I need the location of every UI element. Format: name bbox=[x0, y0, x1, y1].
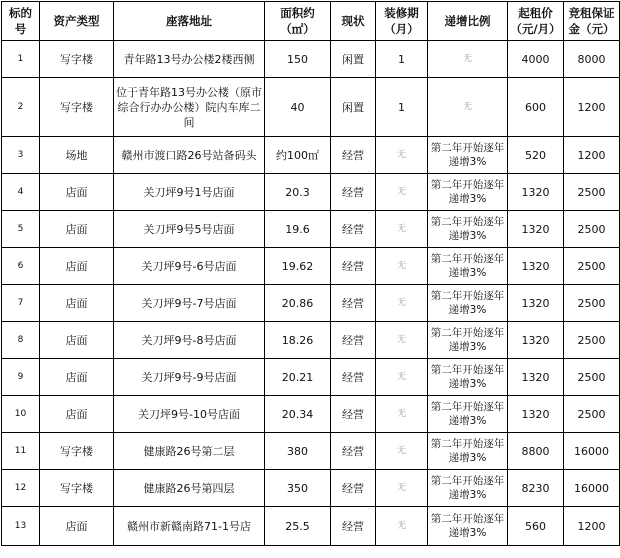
cell-area: 20.34 bbox=[265, 396, 331, 433]
table-row bbox=[2, 285, 620, 322]
cell-address: 位于青年路13号办公楼（原市综合行办办公楼）院内车库二间 bbox=[114, 78, 265, 137]
cell-no: 2 bbox=[2, 78, 40, 137]
table-row bbox=[2, 396, 620, 433]
cell-rent: 8230 bbox=[508, 470, 564, 507]
header-status: 现状 bbox=[331, 2, 376, 41]
cell-address: 关刀坪9号-10号店面 bbox=[114, 396, 265, 433]
cell-type: 写字楼 bbox=[40, 433, 114, 470]
cell-rent: 1320 bbox=[508, 174, 564, 211]
cell-deposit: 16000 bbox=[564, 433, 620, 470]
table-row bbox=[2, 359, 620, 396]
cell-type: 写字楼 bbox=[40, 78, 114, 137]
cell-increase: 第二年开始逐年递增3% bbox=[428, 396, 508, 433]
cell-area: 20.3 bbox=[265, 174, 331, 211]
cell-deposit: 8000 bbox=[564, 41, 620, 78]
cell-reno: 无 bbox=[376, 359, 428, 396]
cell-area: 20.21 bbox=[265, 359, 331, 396]
cell-type: 店面 bbox=[40, 359, 114, 396]
cell-rent: 1320 bbox=[508, 211, 564, 248]
header-row bbox=[2, 2, 620, 41]
cell-no: 11 bbox=[2, 433, 40, 470]
cell-type: 店面 bbox=[40, 396, 114, 433]
cell-rent: 600 bbox=[508, 78, 564, 137]
cell-increase: 第二年开始逐年递增3% bbox=[428, 285, 508, 322]
cell-type: 店面 bbox=[40, 211, 114, 248]
cell-no: 7 bbox=[2, 285, 40, 322]
cell-address: 关刀坪9号-8号店面 bbox=[114, 322, 265, 359]
cell-status: 经营 bbox=[331, 248, 376, 285]
cell-reno: 无 bbox=[376, 396, 428, 433]
cell-address: 关刀坪9号1号店面 bbox=[114, 174, 265, 211]
cell-deposit: 1200 bbox=[564, 137, 620, 174]
header-increase: 递增比例 bbox=[428, 2, 508, 41]
cell-reno: 无 bbox=[376, 137, 428, 174]
cell-rent: 1320 bbox=[508, 248, 564, 285]
cell-area: 18.26 bbox=[265, 322, 331, 359]
cell-no: 8 bbox=[2, 322, 40, 359]
cell-area: 25.5 bbox=[265, 507, 331, 546]
cell-address: 青年路13号办公楼2楼西侧 bbox=[114, 41, 265, 78]
cell-address: 赣州市新赣南路71-1号店 bbox=[114, 507, 265, 546]
cell-address: 关刀坪9号-6号店面 bbox=[114, 248, 265, 285]
cell-status: 经营 bbox=[331, 322, 376, 359]
cell-area: 19.62 bbox=[265, 248, 331, 285]
cell-deposit: 1200 bbox=[564, 507, 620, 546]
cell-area: 40 bbox=[265, 78, 331, 137]
cell-reno: 1 bbox=[376, 41, 428, 78]
cell-increase: 第二年开始逐年递增3% bbox=[428, 137, 508, 174]
cell-rent: 1320 bbox=[508, 359, 564, 396]
cell-status: 经营 bbox=[331, 285, 376, 322]
table-row bbox=[2, 211, 620, 248]
cell-deposit: 2500 bbox=[564, 359, 620, 396]
cell-status: 闲置 bbox=[331, 78, 376, 137]
cell-reno: 无 bbox=[376, 174, 428, 211]
cell-area: 150 bbox=[265, 41, 331, 78]
cell-no: 6 bbox=[2, 248, 40, 285]
cell-deposit: 2500 bbox=[564, 174, 620, 211]
cell-area: 20.86 bbox=[265, 285, 331, 322]
cell-no: 10 bbox=[2, 396, 40, 433]
cell-increase: 第二年开始逐年递增3% bbox=[428, 322, 508, 359]
cell-area: 19.6 bbox=[265, 211, 331, 248]
cell-increase: 第二年开始逐年递增3% bbox=[428, 248, 508, 285]
cell-rent: 1320 bbox=[508, 396, 564, 433]
cell-type: 店面 bbox=[40, 285, 114, 322]
cell-reno: 无 bbox=[376, 507, 428, 546]
cell-type: 写字楼 bbox=[40, 470, 114, 507]
cell-deposit: 16000 bbox=[564, 470, 620, 507]
cell-increase: 第二年开始逐年递增3% bbox=[428, 174, 508, 211]
cell-increase: 无 bbox=[428, 41, 508, 78]
table-row bbox=[2, 433, 620, 470]
header-rent: 起租价（元/月） bbox=[508, 2, 564, 41]
table-row bbox=[2, 322, 620, 359]
cell-rent: 8800 bbox=[508, 433, 564, 470]
cell-reno: 无 bbox=[376, 285, 428, 322]
cell-increase: 无 bbox=[428, 78, 508, 137]
cell-rent: 520 bbox=[508, 137, 564, 174]
cell-area: 350 bbox=[265, 470, 331, 507]
cell-rent: 1320 bbox=[508, 322, 564, 359]
cell-deposit: 2500 bbox=[564, 322, 620, 359]
cell-no: 12 bbox=[2, 470, 40, 507]
header-deposit: 竞租保证金（元） bbox=[564, 2, 620, 41]
cell-increase: 第二年开始逐年递增3% bbox=[428, 433, 508, 470]
cell-address: 健康路26号第二层 bbox=[114, 433, 265, 470]
cell-status: 经营 bbox=[331, 174, 376, 211]
cell-address: 关刀坪9号-7号店面 bbox=[114, 285, 265, 322]
cell-no: 1 bbox=[2, 41, 40, 78]
cell-increase: 第二年开始逐年递增3% bbox=[428, 211, 508, 248]
cell-type: 写字楼 bbox=[40, 41, 114, 78]
cell-reno: 无 bbox=[376, 211, 428, 248]
cell-status: 经营 bbox=[331, 211, 376, 248]
cell-reno: 1 bbox=[376, 78, 428, 137]
table-row bbox=[2, 41, 620, 78]
cell-deposit: 2500 bbox=[564, 396, 620, 433]
cell-status: 经营 bbox=[331, 507, 376, 546]
cell-area: 约100㎡ bbox=[265, 137, 331, 174]
cell-status: 经营 bbox=[331, 137, 376, 174]
cell-deposit: 2500 bbox=[564, 248, 620, 285]
cell-status: 闲置 bbox=[331, 41, 376, 78]
cell-deposit: 2500 bbox=[564, 211, 620, 248]
asset-table bbox=[1, 1, 620, 546]
cell-area: 380 bbox=[265, 433, 331, 470]
cell-no: 3 bbox=[2, 137, 40, 174]
header-address: 座落地址 bbox=[114, 2, 265, 41]
cell-status: 经营 bbox=[331, 396, 376, 433]
header-reno: 装修期（月） bbox=[376, 2, 428, 41]
cell-rent: 560 bbox=[508, 507, 564, 546]
cell-type: 店面 bbox=[40, 322, 114, 359]
cell-address: 健康路26号第四层 bbox=[114, 470, 265, 507]
cell-address: 赣州市渡口路26号站备码头 bbox=[114, 137, 265, 174]
cell-reno: 无 bbox=[376, 470, 428, 507]
cell-type: 场地 bbox=[40, 137, 114, 174]
header-type: 资产类型 bbox=[40, 2, 114, 41]
cell-deposit: 1200 bbox=[564, 78, 620, 137]
header-area: 面积约（㎡） bbox=[265, 2, 331, 41]
cell-status: 经营 bbox=[331, 359, 376, 396]
cell-deposit: 2500 bbox=[564, 285, 620, 322]
cell-status: 经营 bbox=[331, 433, 376, 470]
cell-type: 店面 bbox=[40, 174, 114, 211]
table-row bbox=[2, 78, 620, 137]
cell-reno: 无 bbox=[376, 248, 428, 285]
header-no: 标的号 bbox=[2, 2, 40, 41]
cell-rent: 1320 bbox=[508, 285, 564, 322]
cell-reno: 无 bbox=[376, 322, 428, 359]
table-row bbox=[2, 248, 620, 285]
table-row bbox=[2, 137, 620, 174]
cell-type: 店面 bbox=[40, 248, 114, 285]
cell-no: 9 bbox=[2, 359, 40, 396]
cell-reno: 无 bbox=[376, 433, 428, 470]
cell-no: 4 bbox=[2, 174, 40, 211]
cell-increase: 第二年开始逐年递增3% bbox=[428, 507, 508, 546]
table-row bbox=[2, 507, 620, 546]
cell-rent: 4000 bbox=[508, 41, 564, 78]
table-row bbox=[2, 470, 620, 507]
cell-no: 13 bbox=[2, 507, 40, 546]
table-row bbox=[2, 174, 620, 211]
cell-status: 经营 bbox=[331, 470, 376, 507]
cell-type: 店面 bbox=[40, 507, 114, 546]
cell-address: 关刀坪9号5号店面 bbox=[114, 211, 265, 248]
cell-no: 5 bbox=[2, 211, 40, 248]
cell-increase: 第二年开始逐年递增3% bbox=[428, 359, 508, 396]
cell-increase: 第二年开始逐年递增3% bbox=[428, 470, 508, 507]
cell-address: 关刀坪9号-9号店面 bbox=[114, 359, 265, 396]
